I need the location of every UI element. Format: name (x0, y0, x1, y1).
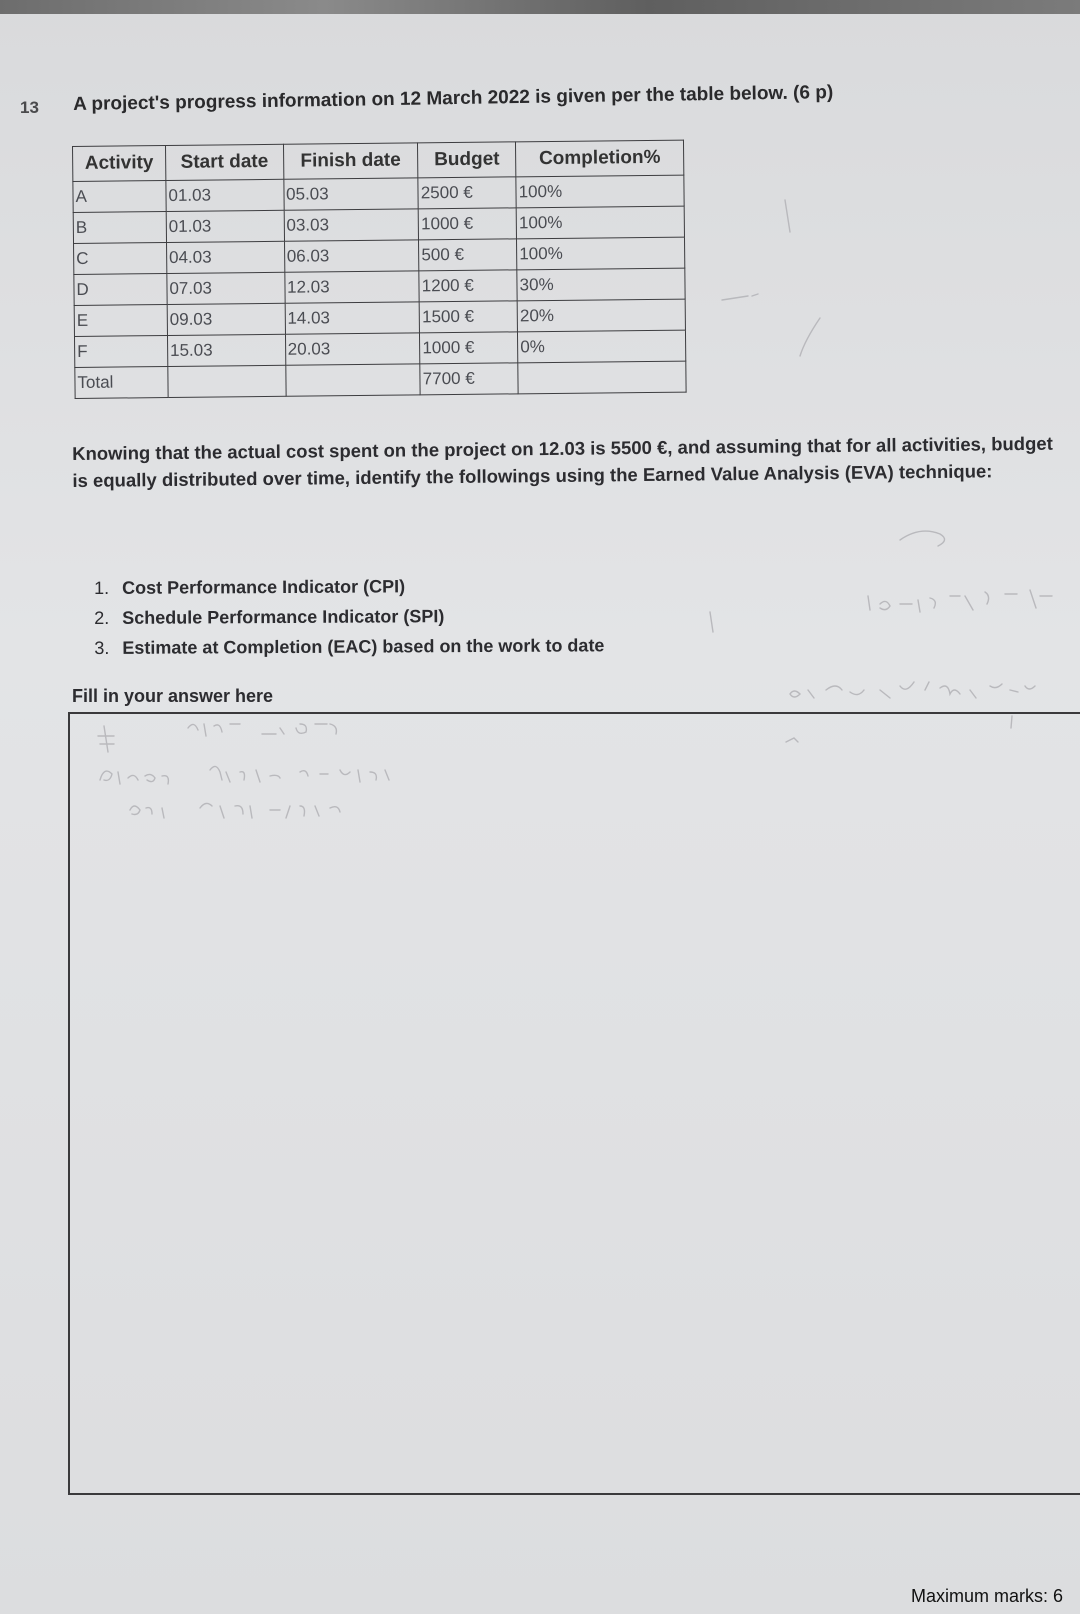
cell-completion: 0% (518, 330, 686, 363)
list-item-number: 1. (94, 577, 110, 598)
cell-finish-date: 12.03 (284, 271, 419, 303)
cell-activity: C (74, 243, 167, 275)
pencil-mark (188, 724, 336, 736)
pencil-mark (800, 318, 820, 356)
cell-finish-date: 03.03 (284, 209, 419, 241)
cell-activity: F (74, 336, 167, 368)
answer-label: Fill in your answer here (72, 686, 274, 706)
cell-start-date: 04.03 (166, 241, 284, 273)
cell-budget: 1200 € (419, 270, 517, 302)
cell-activity: Total (75, 367, 168, 399)
cell-activity: E (74, 305, 167, 337)
header-budget: Budget (418, 142, 516, 178)
pencil-mark (785, 200, 790, 232)
list-item-number: 3. (94, 637, 110, 658)
header-start-date: Start date (165, 144, 283, 180)
cell-activity: A (73, 181, 166, 213)
cell-completion: 20% (517, 299, 685, 332)
cell-budget: 1000 € (418, 208, 516, 240)
pencil-mark (868, 590, 1052, 612)
cell-completion: 100% (516, 175, 684, 208)
header-activity: Activity (73, 146, 166, 182)
cell-finish-date: 20.03 (285, 333, 420, 365)
cell-start-date: 07.03 (167, 272, 285, 304)
cell-activity: B (73, 212, 166, 244)
cell-activity: D (74, 274, 167, 306)
cell-start-date: 09.03 (167, 303, 285, 335)
pencil-mark (130, 803, 340, 818)
pencil-mark (722, 294, 758, 300)
pencil-mark (98, 726, 114, 752)
cell-start-date: 15.03 (167, 334, 285, 366)
cell-budget: 1500 € (419, 301, 517, 333)
cell-start-date: 01.03 (166, 210, 284, 242)
pencil-mark (790, 682, 1035, 698)
question-text: A project's progress information on 12 March 2022 is given per the table below. (6 p) (73, 82, 834, 115)
list-item-text: Cost Performance Indicator (CPI) (121, 576, 406, 598)
header-completion: Completion% (516, 140, 684, 177)
pencil-mark (1011, 716, 1012, 728)
pencil-mark (900, 531, 945, 546)
question-paragraph: Knowing that the actual cost spent on the project on 12.03 is 5500 €, and assuming that for all activities, budget is equally distributed over time, identify the followings using the Earned Value Analysis (EVA) technique: (72, 432, 1053, 491)
cell-completion: 100% (516, 206, 684, 239)
list-item-number: 2. (94, 607, 110, 628)
question-number: 13 (20, 98, 39, 117)
pencil-mark (710, 612, 713, 632)
pencil-mark (100, 766, 389, 784)
maximum-marks: Maximum marks: 6 (911, 1586, 1064, 1606)
cell-completion: 100% (517, 237, 685, 270)
cell-completion: 30% (517, 268, 685, 301)
pencil-mark (786, 738, 798, 742)
cell-finish-date: 05.03 (283, 178, 418, 210)
cell-budget: 7700 € (420, 363, 518, 395)
cell-budget: 500 € (419, 239, 517, 271)
header-finish-date: Finish date (283, 143, 418, 179)
cell-budget: 2500 € (418, 177, 516, 209)
list-item-text: Estimate at Completion (EAC) based on the work to date (122, 635, 605, 658)
cell-budget: 1000 € (420, 332, 518, 364)
cell-finish-date: 06.03 (284, 240, 419, 272)
cell-start-date: 01.03 (166, 179, 284, 211)
cell-finish-date: 14.03 (285, 302, 420, 334)
list-item-text: Schedule Performance Indicator (SPI) (122, 606, 445, 628)
